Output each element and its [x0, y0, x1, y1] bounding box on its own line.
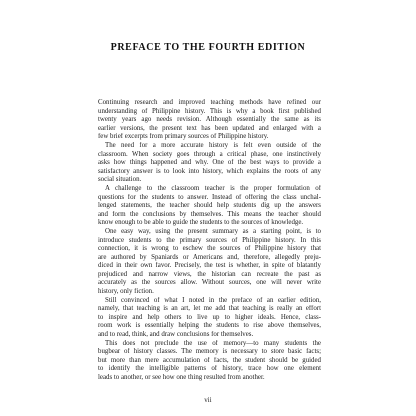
- text-line: are authored by Spaniards or Americans and, therefore, allegedly preju-: [98, 253, 321, 261]
- text-line: A challenge to the classroom teacher is the proper formulation of: [105, 184, 321, 192]
- text-line: introduce students to the primary sources of Philippine history. In this: [98, 236, 321, 244]
- text-line: satisfactory answer is to look into history, which explains the roots of any: [98, 167, 321, 175]
- text-line: connection, it is wrong to eschew the sources of Philippine history that: [98, 245, 321, 253]
- text-line: One easy way, using the present summary as a starting point, is to: [105, 227, 321, 235]
- text-line: to inspire and help others to live up to higher ideals. Hence, class-: [98, 313, 321, 321]
- page-number: vii: [204, 396, 212, 404]
- text-line: but more than mere accumulation of facts, the student should be guided: [98, 356, 321, 364]
- text-line: classroom. When society goes through a critical phase, one instinctively: [98, 150, 321, 158]
- text-line: The need for a more accurate history is felt even outside of the: [105, 141, 321, 149]
- text-line: to identify the intelligible patterns of history, trace how one element: [98, 365, 321, 373]
- text-line: understanding of Philippine history. This is why a book first published: [98, 107, 321, 115]
- preface-heading: PREFACE TO THE FOURTH EDITION: [110, 42, 306, 53]
- text-line: twenty years ago needs revision. Although essentially the same as its: [98, 116, 321, 124]
- text-line: and form the conclusions by themselves. This means the teacher should: [98, 210, 321, 218]
- text-line: accurately as the sources allow. Without sources, one will never write: [98, 279, 321, 287]
- text-line: history, only fiction.: [98, 288, 154, 296]
- text-line: asks how things happened and why. One of the best ways to provide a: [98, 159, 321, 167]
- text-line: diced in their own favor. Precisely, the test is whether, in spite of blatantly: [98, 262, 321, 270]
- text-line: room work is essentially helping the students to rise above themselves,: [98, 322, 321, 330]
- text-line: leads to another, or see how one thing resulted from another.: [98, 374, 265, 381]
- preface-body: [98, 99, 321, 383]
- text-line: earlier versions, the present text has been updated and enlarged with a: [98, 124, 321, 132]
- text-line: Continuing research and improved teaching methods have refined our: [98, 99, 321, 106]
- text-line: and to read, think, and draw conclusions for themselves.: [98, 331, 254, 339]
- text-line: This does not preclude the use of memory—to many students the: [105, 339, 321, 347]
- text-line: namely, that teaching is an art, let me add that teaching is really an effort: [98, 305, 321, 313]
- text-line: Still convinced of what I noted in the preface of an earlier edition,: [105, 296, 321, 304]
- text-line: prejudiced and narrow views, the historian can recreate the past as: [98, 270, 321, 278]
- text-line: few brief excerpts from primary sources of Philippine history.: [98, 133, 269, 141]
- text-line: social situation.: [98, 176, 142, 184]
- text-line: lenged statements, the teacher should help students dig up the answers: [98, 202, 321, 210]
- text-line: know enough to be able to guide the students to the sources of knowledge.: [98, 219, 304, 227]
- text-line: questions for the students to answer. Instead of offering the class unchal-: [98, 193, 321, 201]
- text-line: bugbear of history classes. The memory is necessary to store basic facts;: [98, 348, 321, 356]
